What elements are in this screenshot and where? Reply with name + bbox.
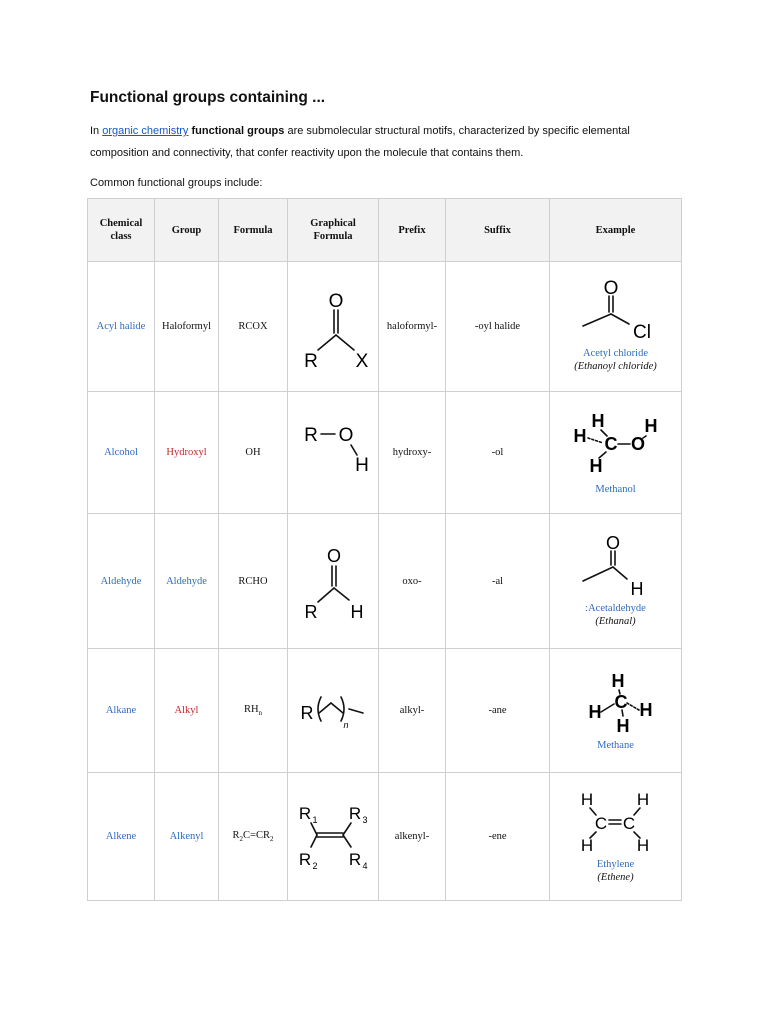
hydrogen-label: H — [350, 601, 364, 622]
table-row — [88, 514, 682, 649]
intro-prefix: In — [90, 125, 103, 137]
hydroxyl-structure — [291, 419, 375, 483]
class-cell[interactable]: Aldehyde — [88, 514, 155, 649]
page-title: Functional groups containing ... — [90, 89, 326, 106]
class-cell[interactable]: Alkane — [88, 649, 155, 773]
class-cell[interactable]: Acyl halide — [88, 262, 155, 392]
hydrogen-label: H — [591, 410, 604, 431]
header-suffix: Suffix — [446, 199, 550, 262]
r-label: R — [348, 804, 362, 823]
formula-cell: OH — [219, 392, 288, 514]
prefix-cell: alkyl- — [379, 649, 446, 773]
hydrogen-label: H — [573, 425, 586, 446]
carbon-label: C — [594, 814, 607, 833]
table-row — [88, 773, 682, 901]
formula-subscript: n — [258, 709, 263, 718]
oxygen-label: O — [630, 433, 645, 454]
r3-subscript: 3 — [362, 815, 368, 825]
hydrogen-label: H — [636, 790, 649, 809]
example-cell — [550, 773, 682, 901]
r-label: R — [348, 850, 362, 869]
hydrogen-label: H — [616, 715, 629, 736]
formula-subscript-a: 2 — [239, 835, 244, 844]
group-cell: Haloformyl — [155, 262, 219, 392]
acetyl-chloride-structure — [571, 280, 661, 344]
formula-subscript-b: 2 — [269, 835, 274, 844]
chlorine-label: Cl — [632, 322, 651, 343]
functional-groups-table — [87, 198, 682, 901]
oxygen-label: O — [338, 425, 354, 446]
example-alt-name: (Ethanal) — [595, 615, 636, 627]
organic-chemistry-link[interactable]: organic chemistry — [102, 125, 189, 137]
header-prefix: Prefix — [379, 199, 446, 262]
formula-part-a: R — [232, 829, 240, 841]
example-cell — [550, 392, 682, 514]
table-header-row — [88, 199, 682, 262]
x-label: X — [355, 351, 369, 372]
graphical-formula-cell — [288, 514, 379, 649]
r-label: R — [298, 850, 312, 869]
alkenyl-structure — [291, 799, 375, 871]
prefix-cell: hydroxy- — [379, 392, 446, 514]
hydrogen-label: H — [588, 701, 601, 722]
example-name[interactable]: :Acetaldehyde — [585, 602, 646, 614]
r1-subscript: 1 — [312, 815, 318, 825]
suffix-cell: -oyl halide — [446, 262, 550, 392]
methane-structure — [571, 670, 661, 736]
hydrogen-label: H — [589, 455, 602, 476]
formula-cell — [219, 773, 288, 901]
example-alt-name: (Ethene) — [597, 872, 634, 883]
hydrogen-label: H — [644, 415, 657, 436]
prefix-cell: oxo- — [379, 514, 446, 649]
example-alt-name: (Ethanoyl chloride) — [574, 361, 657, 372]
table-row — [88, 262, 682, 392]
r-label: R — [304, 601, 318, 622]
r-label: R — [304, 351, 318, 372]
example-name[interactable]: Ethylene — [596, 859, 635, 870]
example-cell — [550, 262, 682, 392]
ethylene-structure — [571, 789, 661, 855]
r4-subscript: 4 — [362, 861, 368, 871]
example-cell — [550, 514, 682, 649]
formula-cell: RCHO — [219, 514, 288, 649]
formula-main: RH — [243, 703, 259, 715]
oxygen-label: O — [328, 291, 344, 312]
example-name[interactable]: Methane — [597, 739, 634, 751]
formula-cell — [219, 649, 288, 773]
oxygen-label: O — [603, 280, 618, 299]
prefix-cell: alkenyl- — [379, 773, 446, 901]
r-label: R — [298, 804, 312, 823]
prefix-cell: haloformyl- — [379, 262, 446, 392]
hydrogen-label: H — [355, 455, 369, 476]
formula-cell: RCOX — [219, 262, 288, 392]
example-name[interactable]: Methanol — [595, 483, 636, 495]
methanol-structure — [571, 410, 661, 480]
oxygen-label: O — [605, 534, 620, 553]
hydrogen-label: H — [639, 699, 652, 720]
group-cell[interactable]: Alkyl — [155, 649, 219, 773]
example-name[interactable]: Acetyl chloride — [582, 348, 648, 359]
group-cell[interactable]: Aldehyde — [155, 514, 219, 649]
hydrogen-label: H — [630, 578, 643, 599]
graphical-formula-cell — [288, 262, 379, 392]
functional-groups-term: functional groups — [191, 125, 285, 137]
suffix-cell: -ol — [446, 392, 550, 514]
carbon-label: C — [614, 691, 627, 712]
graphical-formula-cell — [288, 773, 379, 901]
header-formula: Formula — [219, 199, 288, 262]
header-example: Example — [550, 199, 682, 262]
intro-rest: are submolecular structural motifs, characterized by specific elemental composition and connectivity, that confer reactivity upon the molecule that contains them. — [90, 125, 630, 159]
carbon-label: C — [604, 433, 617, 454]
n-subscript-label: n — [343, 720, 349, 730]
haloformyl-structure — [291, 275, 375, 375]
hydrogen-label: H — [636, 836, 649, 855]
class-cell[interactable]: Alcohol — [88, 392, 155, 514]
hydrogen-label: H — [611, 670, 624, 691]
r-label: R — [304, 425, 318, 446]
suffix-cell: -ene — [446, 773, 550, 901]
hydrogen-label: H — [580, 790, 593, 809]
group-cell[interactable]: Hydroxyl — [155, 392, 219, 514]
table-row — [88, 649, 682, 773]
formula-part-mid: C=CR — [243, 829, 270, 841]
graphical-formula-cell — [288, 649, 379, 773]
graphical-formula-cell — [288, 392, 379, 514]
acetaldehyde-structure — [571, 535, 661, 599]
table-row — [88, 392, 682, 514]
carbon-label: C — [622, 814, 635, 833]
header-graphical-formula: Graphical Formula — [288, 199, 379, 262]
r-label: R — [300, 703, 314, 723]
header-chemical-class: Chemical class — [88, 199, 155, 262]
intro-paragraph — [90, 120, 690, 164]
hydrogen-label: H — [580, 836, 593, 855]
class-cell[interactable]: Alkene — [88, 773, 155, 901]
aldehyde-structure — [291, 538, 375, 622]
r2-subscript: 2 — [312, 861, 318, 871]
header-group: Group — [155, 199, 219, 262]
common-groups-heading: Common functional groups include: — [90, 177, 263, 189]
group-cell[interactable]: Alkenyl — [155, 773, 219, 901]
suffix-cell: -al — [446, 514, 550, 649]
oxygen-label: O — [326, 545, 342, 566]
example-cell — [550, 649, 682, 773]
suffix-cell: -ane — [446, 649, 550, 773]
alkyl-structure — [291, 679, 375, 739]
